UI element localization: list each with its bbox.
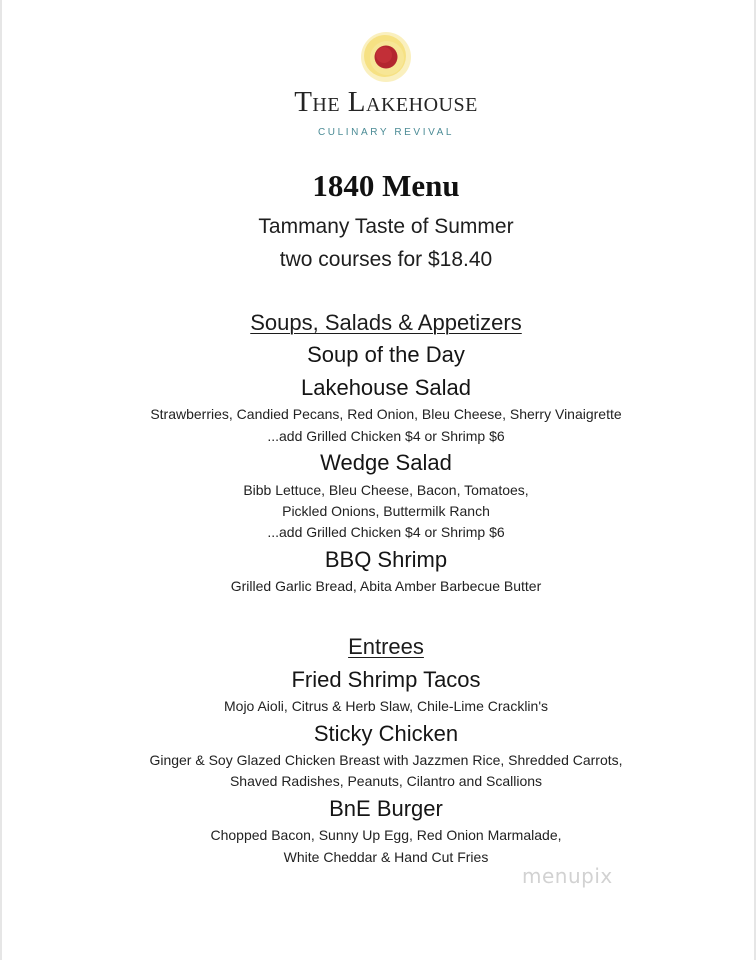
item-description: Mojo Aioli, Citrus & Herb Slaw, Chile-Lime Cracklin's (224, 698, 548, 714)
item-description: Grilled Garlic Bread, Abita Amber Barbecue Butter (230, 578, 542, 594)
item-addon: ...add Grilled Chicken $4 or Shrimp $6 (267, 524, 505, 540)
menu-tagline-1: Tammany Taste of Summer (258, 215, 514, 238)
item-description: Bibb Lettuce, Bleu Cheese, Bacon, Tomatoes, (243, 482, 529, 498)
item-wedge-salad: Wedge Salad (320, 450, 452, 475)
watermark-logo: menupix (522, 864, 613, 888)
brand-subtitle: CULINARY REVIVAL (317, 127, 455, 138)
item-description: White Cheddar & Hand Cut Fries (283, 849, 489, 865)
item-description: Chopped Bacon, Sunny Up Egg, Red Onion Marmalade, (210, 827, 562, 843)
item-soup-of-the-day: Soup of the Day (307, 342, 465, 367)
item-fried-shrimp-tacos: Fried Shrimp Tacos (291, 667, 481, 692)
section-heading-entrees: Entrees (348, 634, 424, 659)
item-bne-burger: BnE Burger (329, 796, 443, 821)
sun-circle-logo-icon (357, 29, 415, 85)
brand-name: The Lakehouse (294, 86, 478, 118)
item-bbq-shrimp: BBQ Shrimp (324, 547, 448, 572)
menu-title: 1840 Menu (312, 168, 460, 203)
item-sticky-chicken: Sticky Chicken (313, 721, 459, 746)
item-lakehouse-salad: Lakehouse Salad (300, 375, 472, 400)
item-addon: ...add Grilled Chicken $4 or Shrimp $6 (267, 428, 505, 444)
item-description: Pickled Onions, Buttermilk Ranch (282, 503, 490, 519)
item-description: Strawberries, Candied Pecans, Red Onion, Bleu Cheese, Sherry Vinaigrette (150, 406, 622, 422)
menu-tagline-2: two courses for $18.40 (279, 248, 493, 271)
item-description: Ginger & Soy Glazed Chicken Breast with Jazzmen Rice, Shredded Carrots, (149, 752, 623, 768)
item-description: Shaved Radishes, Peanuts, Cilantro and Scallions (229, 773, 543, 789)
section-heading-soups-salads: Soups, Salads & Appetizers (250, 310, 522, 335)
